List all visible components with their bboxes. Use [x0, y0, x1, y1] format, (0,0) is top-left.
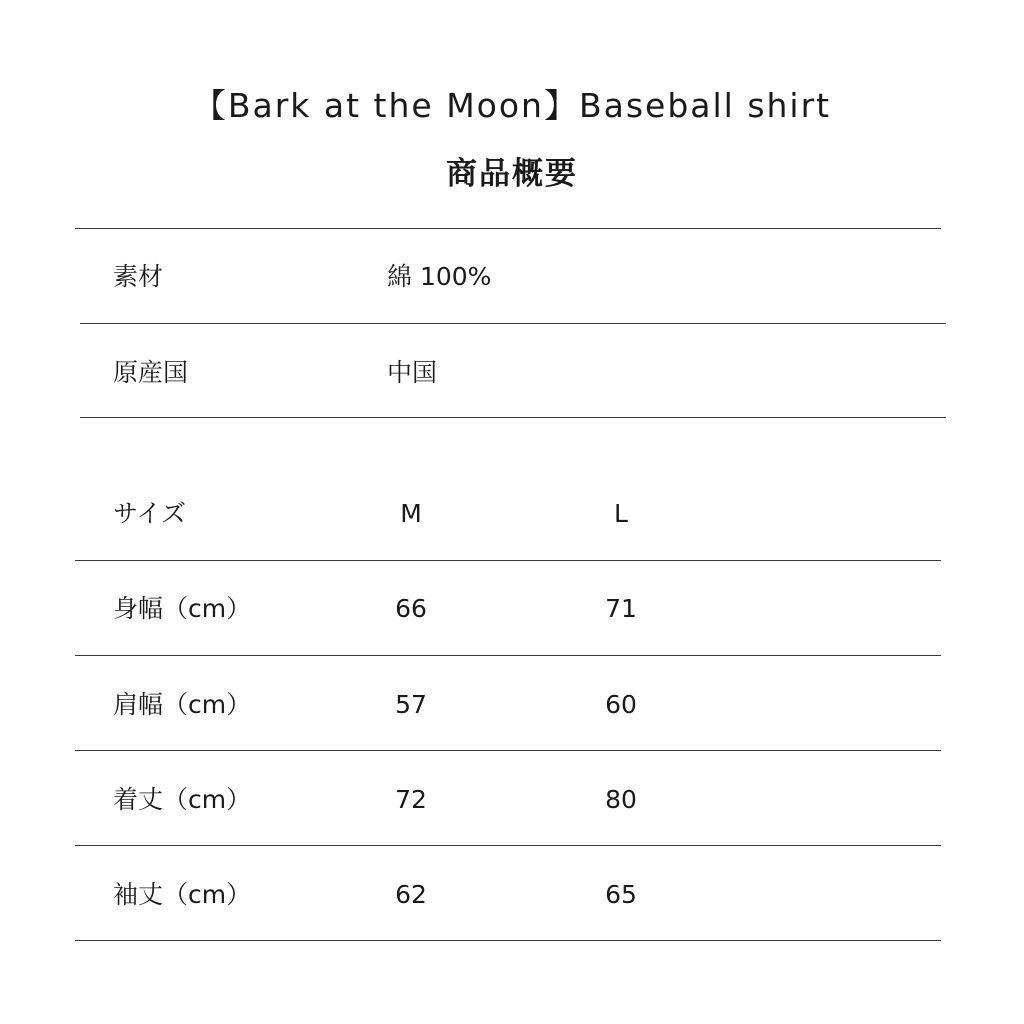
- table-row: [0, 687, 1024, 723]
- row-label: 肩幅（cm）: [113, 690, 252, 719]
- row-label: 着丈（cm）: [113, 785, 252, 814]
- divider: [75, 560, 941, 561]
- overview-value: 中国: [387, 358, 438, 387]
- row-value-l: 71: [605, 594, 637, 623]
- divider: [75, 845, 941, 846]
- row-value-m: 72: [395, 785, 427, 814]
- table-row: [0, 591, 1024, 627]
- divider: [80, 417, 946, 418]
- size-header-label: サイズ: [113, 499, 187, 528]
- divider: [75, 750, 941, 751]
- divider: [75, 655, 941, 656]
- size-header-l: L: [614, 499, 628, 528]
- size-table-header: [0, 496, 1024, 532]
- row-label: 身幅（cm）: [113, 594, 252, 623]
- table-row: [0, 877, 1024, 913]
- row-value-l: 80: [605, 785, 637, 814]
- overview-label: 原産国: [113, 358, 189, 387]
- table-row: [0, 782, 1024, 818]
- page-subtitle: 商品概要: [446, 156, 578, 192]
- row-value-l: 60: [605, 690, 637, 719]
- divider: [75, 228, 941, 229]
- page-title: 【Bark at the Moon】Baseball shirt: [192, 86, 832, 125]
- overview-label: 素材: [113, 262, 164, 291]
- row-value-m: 62: [395, 880, 427, 909]
- row-value-l: 65: [605, 880, 637, 909]
- size-header-m: M: [400, 499, 422, 528]
- divider: [75, 940, 941, 941]
- row-label: 袖丈（cm）: [113, 880, 252, 909]
- row-value-m: 66: [395, 594, 427, 623]
- divider: [80, 323, 946, 324]
- overview-value: 綿 100%: [387, 262, 492, 291]
- row-value-m: 57: [395, 690, 427, 719]
- overview-row-origin: [0, 355, 1024, 391]
- overview-row-material: [0, 259, 1024, 295]
